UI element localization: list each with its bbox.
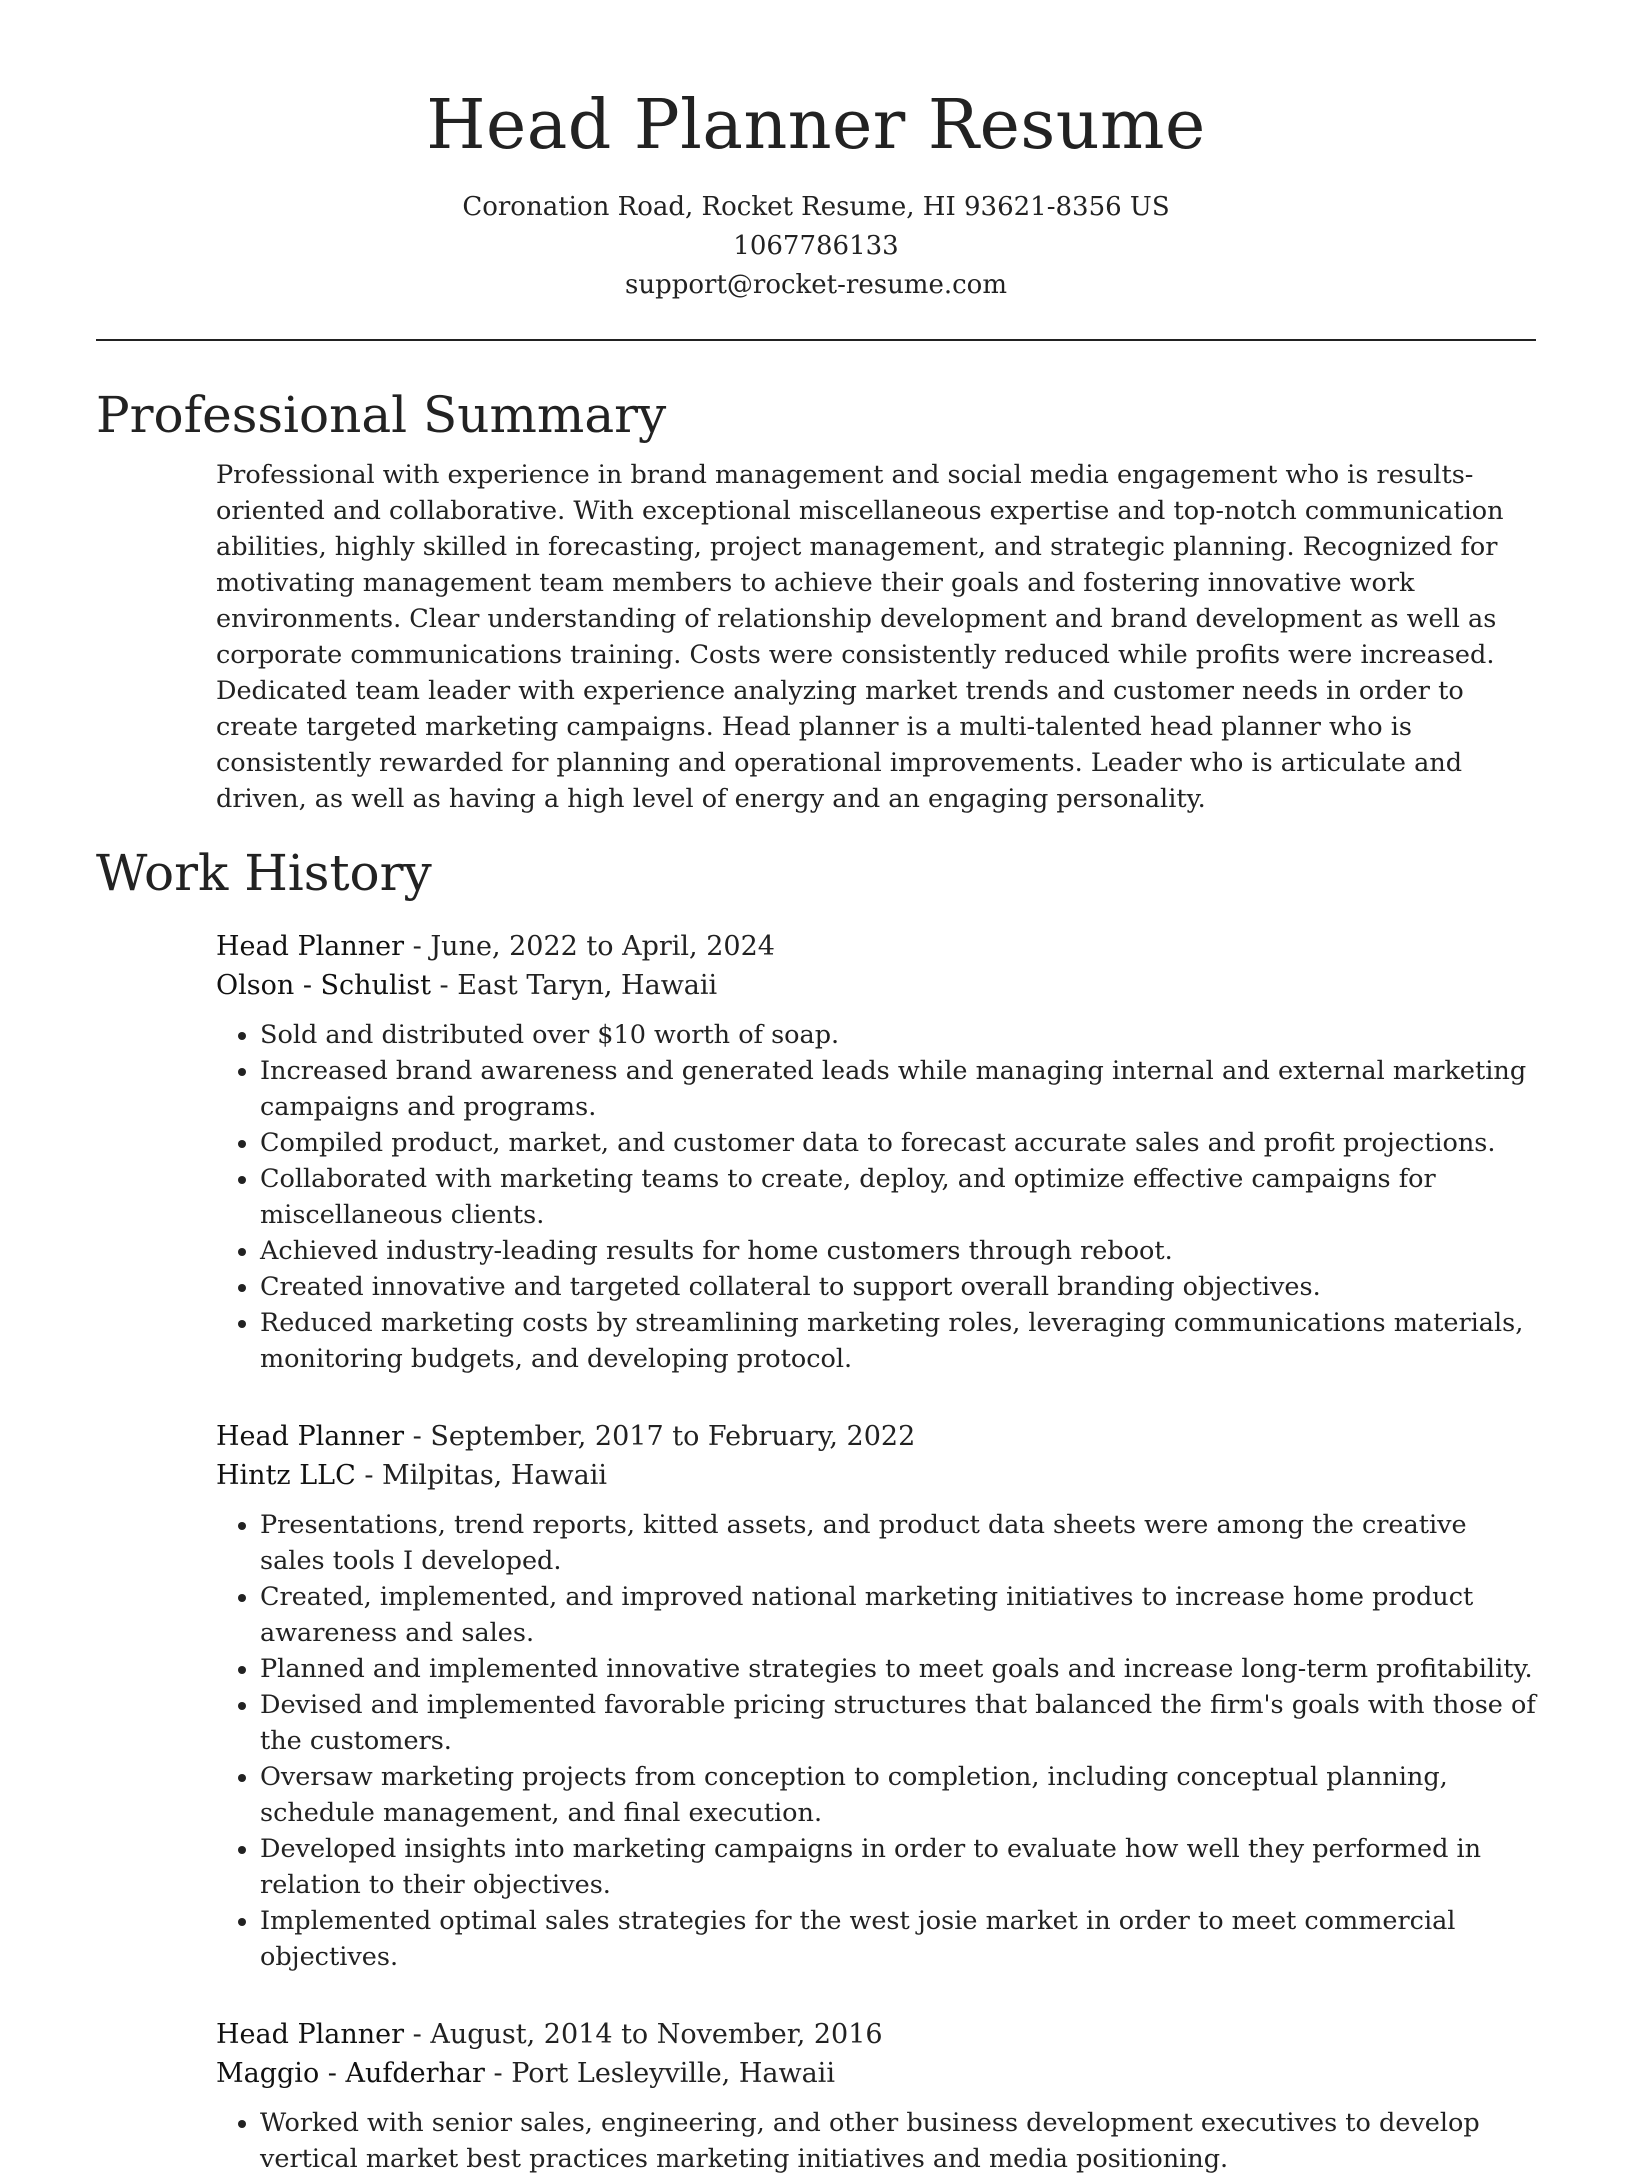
job-dates: September, 2017 to February, 2022 <box>430 1421 916 1452</box>
phone-text: 1067786133 <box>733 231 899 261</box>
job-company-line <box>216 2054 1536 2093</box>
job-company: Olson - Schulist <box>216 970 431 1001</box>
list-item: • Planned and implemented innovative strategies to meet goals and increase long-term profitability. <box>260 1651 1536 1687</box>
job-bullets <box>216 1017 1536 1377</box>
separator: - <box>404 931 431 962</box>
list-item: • Achieved industry-leading results for home customers through reboot. <box>260 1233 1536 1269</box>
job-location: East Taryn, Hawaii <box>457 970 718 1001</box>
list-item: • Devised and implemented favorable pricing structures that balanced the firm's goals with those of the customers. <box>260 1687 1536 1759</box>
job-company-line <box>216 966 1536 1005</box>
list-item: • Collaborated with marketing teams to create, deploy, and optimize effective campaigns for miscellaneous clients. <box>260 1161 1536 1233</box>
contact-info <box>96 188 1536 305</box>
list-item: • Sold and distributed over $10 worth of soap. <box>260 1017 1536 1053</box>
job-dates: June, 2022 to April, 2024 <box>430 931 775 962</box>
job-entry <box>216 1417 1536 1975</box>
job-location: Port Lesleyville, Hawaii <box>511 2058 835 2089</box>
list-item: • Implemented optimal sales strategies for the west josie market in order to meet commercial objectives. <box>260 1903 1536 1975</box>
separator: - <box>430 970 458 1001</box>
job-title: Head Planner <box>216 2019 405 2050</box>
summary-text: Professional with experience in brand management and social media engagement who is results-oriented and collaborative. With exceptional miscellaneous expertise and top-notch communication abilities, highly skilled in forecasting, project management, and strategic planning. Recognized for motivating management team members to achieve their goals and fostering innovative work environments. Clear understanding of relationship development and brand development as well as corporate communications training. Costs were consistently reduced while profits were increased. Dedicated team leader with experience analyzing market trends and customer needs in order to create targeted marketing campaigns. Head planner is a multi-talented head planner who is consistently rewarded for planning and operational improvements. Leader who is articulate and driven, as well as having a high level of energy and an engaging personality. <box>216 460 1504 814</box>
list-item: • Worked with senior sales, engineering, and other business development executives to develop vertical market best practices marketing initiatives and media positioning. <box>260 2105 1536 2177</box>
list-item: • Increased brand awareness and generated leads while managing internal and external marketing campaigns and programs. <box>260 1053 1536 1125</box>
list-item: • Developed insights into marketing campaigns in order to evaluate how well they performed in relation to their objectives. <box>260 1831 1536 1903</box>
work-history-heading: Work History <box>96 844 432 902</box>
summary-heading: Professional Summary <box>96 386 667 444</box>
job-entry <box>216 2015 1536 2177</box>
separator: - <box>484 2058 512 2089</box>
job-company: Hintz LLC <box>216 1460 356 1491</box>
job-company: Maggio - Aufderhar <box>216 2058 485 2089</box>
job-dates: August, 2014 to November, 2016 <box>430 2019 883 2050</box>
list-item: • Oversaw marketing projects from conception to completion, including conceptual planning, schedule management, and final execution. <box>260 1759 1536 1831</box>
list-item: • Compiled product, market, and customer data to forecast accurate sales and profit projections. <box>260 1125 1536 1161</box>
job-title: Head Planner <box>216 931 405 962</box>
header-divider <box>96 339 1536 341</box>
job-title-line <box>216 927 1536 966</box>
list-item: • Reduced marketing costs by streamlining marketing roles, leveraging communications materials, monitoring budgets, and developing protocol. <box>260 1305 1536 1377</box>
resume-header <box>96 86 1536 305</box>
separator: - <box>404 2019 431 2050</box>
job-entry <box>216 927 1536 1377</box>
separator: - <box>355 1460 383 1491</box>
list-item: • Created innovative and targeted collateral to support overall branding objectives. <box>260 1269 1536 1305</box>
job-title-line <box>216 1417 1536 1456</box>
job-bullets <box>216 2105 1536 2177</box>
job-title: Head Planner <box>216 1421 405 1452</box>
summary-section <box>96 457 1536 817</box>
job-title-line <box>216 2015 1536 2054</box>
email-text: support@rocket-resume.com <box>624 270 1007 300</box>
address-text: Coronation Road, Rocket Resume, HI 93621-8356 US <box>462 192 1170 222</box>
work-history-section <box>96 927 1536 2177</box>
job-location: Milpitas, Hawaii <box>382 1460 607 1491</box>
separator: - <box>404 1421 431 1452</box>
resume-title: Head Planner Resume <box>426 86 1206 165</box>
job-company-line <box>216 1456 1536 1495</box>
list-item: • Presentations, trend reports, kitted assets, and product data sheets were among the creative sales tools I developed. <box>260 1507 1536 1579</box>
list-item: • Created, implemented, and improved national marketing initiatives to increase home product awareness and sales. <box>260 1579 1536 1651</box>
job-bullets <box>216 1507 1536 1975</box>
